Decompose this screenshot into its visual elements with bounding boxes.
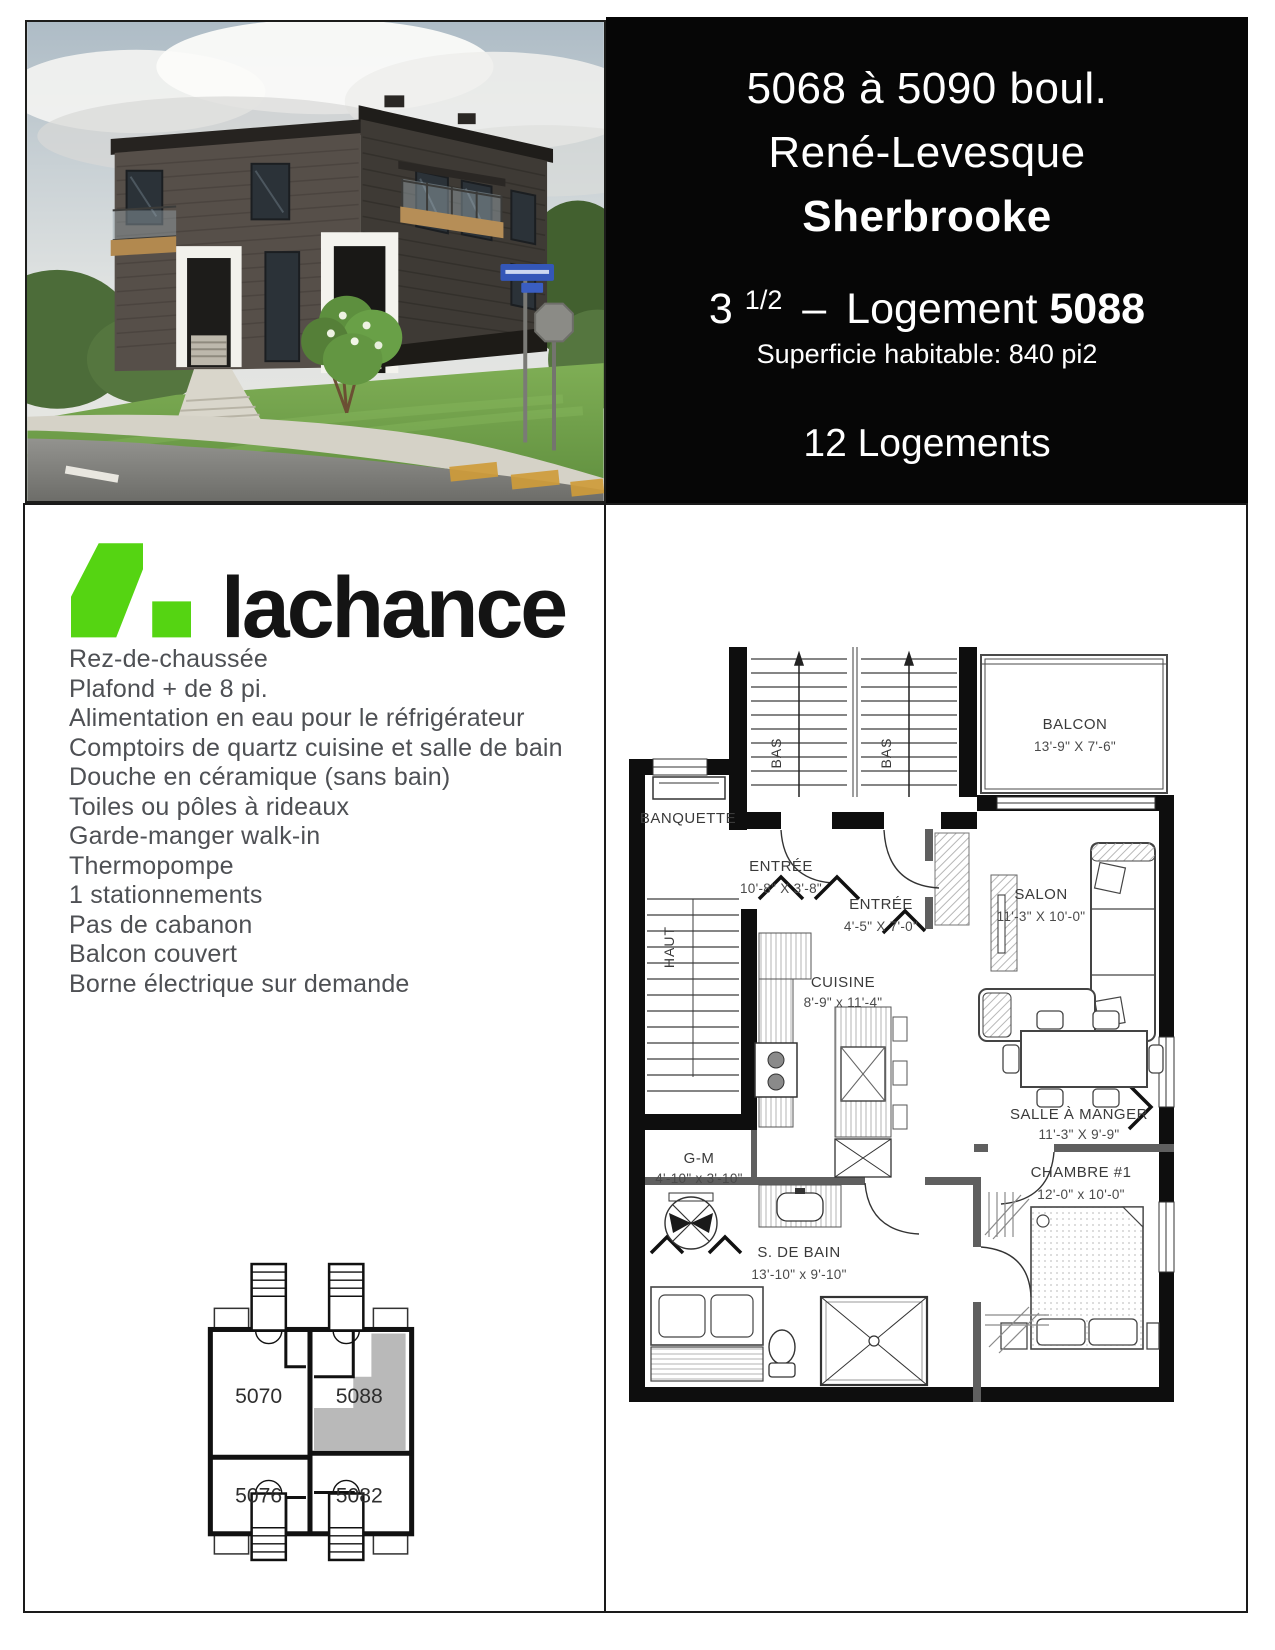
feature-item: Thermopompe: [69, 851, 234, 880]
feature-item: 1 stationnements: [69, 881, 263, 909]
builder-logo: [71, 543, 566, 656]
room-salon-dims: 11'-3" X 10'-0": [996, 909, 1086, 924]
sink: [777, 1193, 823, 1221]
kitchen: [755, 933, 907, 1177]
city: Sherbrooke: [802, 192, 1052, 241]
feature-item: Pas de cabanon: [69, 910, 253, 939]
room-entree2-dims: 4'-5" X 7'-0": [843, 919, 919, 934]
building-photo-rendering: [27, 22, 604, 501]
banquette-bench: [653, 777, 725, 799]
room-entree1: ENTRÉE: [749, 858, 813, 875]
feature-item: Plafond + de 8 pi.: [69, 674, 268, 703]
building-total-units: 12 Logements: [803, 422, 1051, 465]
feature-item: Balcon couvert: [69, 940, 238, 968]
entry-closet: [935, 833, 969, 925]
stair-label-bas-2: BAS: [878, 737, 894, 769]
listing-header: [606, 17, 1248, 503]
room-balcon-dims: 13'-9" X 7'-6": [1034, 739, 1116, 754]
room-cuisine-dims: 8'-9" x 11'-4": [803, 995, 883, 1010]
building-photo: [25, 20, 606, 503]
room-banquette: BANQUETTE: [639, 810, 737, 827]
bathroom-fixtures: [651, 1185, 927, 1385]
room-chambre1-dims: 12'-0" x 10'-0": [1037, 1187, 1125, 1202]
key-plan-unit-5070: 5070: [235, 1384, 283, 1408]
address-line-1: 5068 à 5090 boul.: [746, 64, 1108, 113]
room-cuisine: CUISINE: [810, 974, 876, 991]
key-plan-unit-5088: 5088: [335, 1384, 383, 1408]
unit-size: 3: [708, 285, 733, 333]
room-s-de-bain-dims: 13'-10" x 9'-10": [751, 1267, 847, 1282]
unit-number: 5088: [1049, 285, 1146, 333]
feature-item: Douche en céramique (sans bain): [69, 763, 451, 791]
feature-item: Garde-manger walk-in: [69, 822, 321, 850]
room-gm-dims: 4'-10" x 3'-10": [655, 1171, 743, 1186]
stair-label-bas-1: BAS: [768, 737, 784, 769]
unit-dash: –: [802, 285, 827, 333]
key-plan-unit-5082: 5082: [335, 1484, 383, 1508]
lachance-wordmark: lachance: [221, 560, 566, 656]
address-line-2: René-Levesque: [768, 128, 1086, 177]
room-gm: G-M: [683, 1150, 715, 1167]
stair-label-haut: HAUT: [661, 925, 677, 969]
common-stairs: [751, 647, 957, 797]
unit-fraction: 1/2: [744, 285, 783, 315]
room-salle-a-manger-dims: 11'-3" X 9'-9": [1038, 1127, 1120, 1142]
pane-divider: [604, 505, 606, 1611]
unit-line: [606, 275, 1248, 334]
room-salon: SALON: [1014, 886, 1068, 903]
feature-item: Alimentation en eau pour le réfrigérateur: [69, 704, 525, 732]
living-area: Superficie habitable: 840 pi2: [756, 339, 1098, 369]
unit-floor-plan: [629, 647, 1176, 1404]
feature-item: Borne électrique sur demande: [69, 969, 410, 998]
room-chambre1: CHAMBRE #1: [1030, 1164, 1132, 1181]
key-plan-unit-5076: 5076: [235, 1484, 283, 1508]
salon-furniture: [979, 843, 1155, 1041]
building-key-plan: [206, 1256, 416, 1568]
room-entree1-dims: 10'-8" X 3'-8": [740, 881, 822, 896]
lachance-logo-icon: [71, 543, 191, 645]
entry-portal-left: [176, 246, 241, 367]
nightstand: [1001, 1323, 1027, 1349]
room-balcon: BALCON: [1042, 716, 1108, 733]
room-salle-a-manger: SALLE À MANGER: [1010, 1106, 1148, 1123]
feature-item: Toiles ou pôles à rideaux: [69, 792, 350, 821]
feature-list: [69, 645, 563, 999]
toilet: [769, 1330, 795, 1364]
room-entree2: ENTRÉE: [849, 896, 913, 913]
content-frame: [23, 503, 1248, 1613]
dining-table: [1021, 1031, 1147, 1087]
unit-label: Logement: [846, 285, 1038, 333]
room-s-de-bain: S. DE BAIN: [757, 1244, 841, 1261]
feature-item: Rez-de-chaussée: [69, 645, 268, 673]
feature-item: Comptoirs de quartz cuisine et salle de bain: [69, 733, 563, 762]
